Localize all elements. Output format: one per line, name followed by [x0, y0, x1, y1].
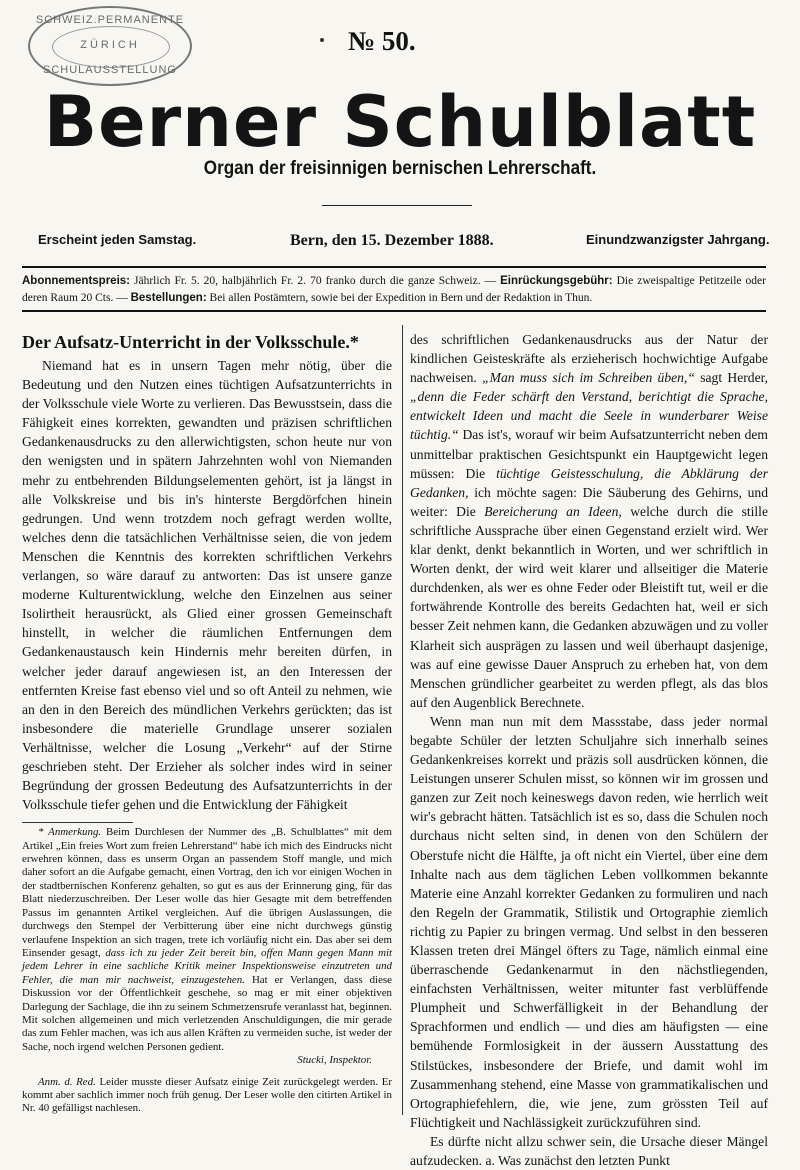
herder-quote-2: „denn die Feder schärft den Verstand, berichtigt die Sprache, entwickelt Ideen und macht die Seele in wunderbarer Weise tüchtig.“	[410, 389, 768, 443]
emphasis-geistesschulung: tüchtige Geistesschulung, die Abklärung der Gedanken,	[410, 465, 768, 500]
library-stamp	[28, 6, 192, 86]
orders-label: Bestellungen:	[130, 292, 207, 304]
stamp-line-top: SCHWEIZ.PERMANENTE	[35, 14, 185, 26]
print-dot	[320, 38, 324, 42]
emphasis-bereicherung: Bereicherung an Ideen,	[484, 503, 622, 519]
footnote-text-b: Hat er Verlangen, dass diese Diskussion vor der Öffentlichkeit geschehe, so mag er mit einer objektiven Darlegung der Sachlage, die ihn zu seinem Schmerzensrufe veranlasst hat, beginnen. Mit solchen allgemeinen und mich verletzenden Anschuldigungen, die mir gerade das zum Fehler machen, was ich aus allen Kräften zu vermeiden suche, ist weder der Sache, noch irgend welchen Personen gedient.	[22, 973, 392, 1053]
article-paragraph-continued: des schriftlichen Gedankenausdrucks aus der Natur der kindlichen Geisteskräfte als erzieherisch hochwichtige Aufgabe nachweisen. „Man muss sich im Schreiben üben,“ sagt Herder, „denn die Feder schärft den Verstand, berichtigt die Sprache, entwickelt Ideen und macht die Seele in wunderbarer Weise tüchtig.“ Das ist's, worauf wir beim Aufsatzunterricht neben dem unmittelbar praktischen Gesichtspunkt ein Hauptgewicht legen müssen: Die tüchtige Geistesschulung, die Abklärung der Gedanken, ich möchte sagen: Die Säuberung des Gehirns, und weiter: Die Bereicherung an Ideen, welche durch die stille schriftliche Aussprache über einen Gegenstand erzielt wird. Wer klar denkt, denkt bekanntlich in Worten, und wer schriftlich in Worten denkt, der wird weit klarer und allseitiger die Materie durchdenken, als wer es ohne Feder oder Bleistift tut, weil er die fortwährende Kontrolle des bereits Gedachten hat, weil er sich besser Zeit nehmen kann, die Gedanken abzuwägen und zu voller Klarheit sich ausprägen zu lassen und weil überhaupt dasjenige, was auf eine gewisse Dauer Anspruch zu erheben hat, von dem Menschen gründlicher gearbeitet zu werden pflegt, als das blos auf den Augenblick Berechnete.	[410, 332, 768, 710]
stamp-line-middle: ZÜRICH	[80, 39, 140, 51]
footnote-text-a: Beim Durchlesen der Nummer des „B. Schulblattes“ mit dem Artikel „Ein freies Wort zum freien Lehrerstand“ habe ich mich des Eindrucks nicht erwehren können, dass es unserm Organ an passendem Stoff mangle, und mich daher sofort an die Aufgabe gemacht, einen Vortrag, den ich vor einigen Wochen in der stadtbernischen Konferenz gehalten, so gut es aus der Erinnerung ging, für das Blatt niederzuschreiben. Der Leser wolle das hier Gesagte mit dem betreffenden Passus im genannten Artikel vergleichen. Auf die übrigen Auslassungen, die durchwegs den Stempel der Verbitterung über eine nicht durchwegs günstig verlaufene Inspektion an sich tragen, trete ich vorläufig nicht ein. Das aber sei dem Einsender gesagt,	[22, 826, 392, 959]
top-rule	[22, 266, 766, 268]
footnote-signature: Stucki, Inspektor.	[297, 1054, 372, 1067]
bottom-rule	[22, 310, 766, 312]
subscription-price-text: Jährlich Fr. 5. 20, halbjährlich Fr. 2. 70 franko durch die ganze Schweiz. —	[130, 275, 501, 287]
place-date: Bern, den 15. Dezember 1888.	[290, 232, 494, 249]
issue-number: № 50.	[348, 26, 416, 56]
orders-text: Bei allen Postämtern, sowie bei der Expedition in Bern und der Redaktion in Thun.	[206, 292, 593, 304]
footnote	[22, 826, 392, 1116]
stamp-line-bottom: SCHULAUSSTELLUNG	[43, 64, 177, 76]
left-column	[22, 330, 392, 1116]
footnote-label: * Anmerkung.	[38, 826, 102, 839]
editor-note-text: Leider musste dieser Aufsatz einige Zeit zurückgelegt werden. Er kommt aber sachlich immer noch früh genug. Der Leser wolle den citirten Artikel in Nr. 40 gefälligst nachlesen.	[22, 1075, 393, 1115]
ad-fee-label: Einrückungsgebühr:	[500, 275, 613, 287]
footnote-author-note	[22, 826, 392, 1054]
column-divider	[402, 325, 403, 1115]
subscription-info	[22, 273, 766, 307]
right-column	[410, 330, 768, 1170]
title-divider	[322, 205, 472, 206]
article-paragraph-3: Es dürfte nicht allzu schwer sein, die Ursache dieser Mängel aufzudecken. a. Was zunächst den letzten Punkt	[410, 1133, 768, 1169]
publication-frequency: Erscheint jeden Samstag.	[38, 232, 197, 247]
article-title: Der Aufsatz-Unterricht in der Volksschule.*	[22, 332, 359, 352]
editor-note	[22, 1076, 392, 1116]
footnote-text-emphasis: dass ich zu jeder Zeit bereit bin, offen Mann gegen Mann mit jedem Lehrer in eine sachliche Kritik meiner Inspektionsweise einzutreten und Fehler, die man mir nachweist, einzugestehen.	[22, 946, 392, 986]
subscription-price-label: Abonnementspreis:	[22, 275, 130, 287]
ad-fee-text: Die zweispaltige Petitzeile oder deren Raum 20 Cts. —	[22, 275, 766, 304]
footnote-divider	[22, 822, 133, 823]
herder-quote-1: „Man muss sich im Schreiben üben,“	[482, 370, 695, 386]
editor-note-label: Anm. d. Red.	[38, 1075, 96, 1088]
article-paragraph-1: Niemand hat es in unsern Tagen mehr nötig, über die Bedeutung und den Nutzen eines tüchtigen Aufsatzunterrichts in der Volksschule viele Worte zu verlieren. Das Bewusstsein, dass die Fähigkeit eines korrekten, gewandten und präzisen schriftlichen Gedankenausdrucks zu den allerwichtigsten, schon heute nur von den wenigsten und in spätern Jahrzehnten wohl von Niemanden mehr zu entbehrenden Bildungselementen gehört, ist ja längst in alle Volkskreise und bis in's hinterste Bergdörfchen hinein gedrungen. Und wenn trotzdem noch gefragt werden wollte, welches denn die tatsächlichen Verhältnisse seien, die von jedem Menschen die Kenntnis des korrekten schriftlichen Verkehrs verlangen, so wäre darauf zu antworten: Das ist unsere ganze moderne Kulturentwicklung, welche den Einzelnen aus seiner Isolirtheit herausrückt, als Glied einer grossen Gemeinschaft hinstellt, in welcher die räumlichen Entfernungen dem Gedankenaustausch kein Hindernis mehr bereiten dürfen, in welcher jeder darauf angewiesen ist, an den Interessen der entfernten Kreise fast ebenso viel und so oft Anteil zu nehmen, wie an den in den Bereich des mündlichen Verkehrs gerückten; das ist insbesondere die materielle Grundlage unserer sozialen Verhältnisse, welcher die Losung „Verkehr“ auf der Stirne geschrieben steht. Der Erzieher als solcher indes wird in seiner Begründung der grossen Bedeutung des Aufsatzunterrichts in der Volksschule tiefer gehen und die Entwicklung der Fähigkeit	[22, 358, 392, 813]
newspaper-title: Berner Schulblatt	[43, 81, 757, 163]
volume-year: Einundzwanzigster Jahrgang.	[586, 232, 770, 247]
newspaper-subtitle: Organ der freisinnigen bernischen Lehrerschaft.	[203, 158, 597, 179]
article-paragraph-2: Wenn man nun mit dem Massstabe, dass jeder normal begabte Schüler der letzten Schuljahre sich innerhalb seines Gedankenkreises korrekt und präzis soll ausdrücken können, die Leistungen unserer Schulen misst, so können wir im grossen und ganzen zur Zeit noch keineswegs davon reden, wie herrlich weit wir's gebracht hätten. Tatsächlich ist es so, dass die Schulen noch durchaus nicht selten sind, in denen von den Schülern der Oberstufe nicht die Hälfte, ja oft nicht ein Viertel, über eine dem Inhalte nach aus dem täglichen Leben vollkommen bekannte Materie eine Anzahl korrekter Gedanken zu formuliren und nach den Regeln der Grammatik, Stilistik und Ortographie ziemlich richtig zu Papier zu bringen vermag. Und selbst in den besseren Klassen treten drei Mängel öfters zu Tage, nämlich einmal eine überraschende Gedankenarmut in den nächstliegenden, einfachsten Verhältnissen, weiter mitunter fast verblüffende Plumpheit und Schwerfälligkeit in der Behandlung der Sprachformen und endlich — und dies am häufigsten — eine bemühende Formlosigkeit in der äussern Ausstattung des Stilstückes, insbesondere der Briefe, und damit wohl im Zusammenhang stehend, eine Masse von grammatikalischen und Ortographiefehlern, die, wie jene, zum grössten Teil auf Flüchtigkeit und Nachlässigkeit zurückzuführen sind.	[410, 713, 768, 1130]
